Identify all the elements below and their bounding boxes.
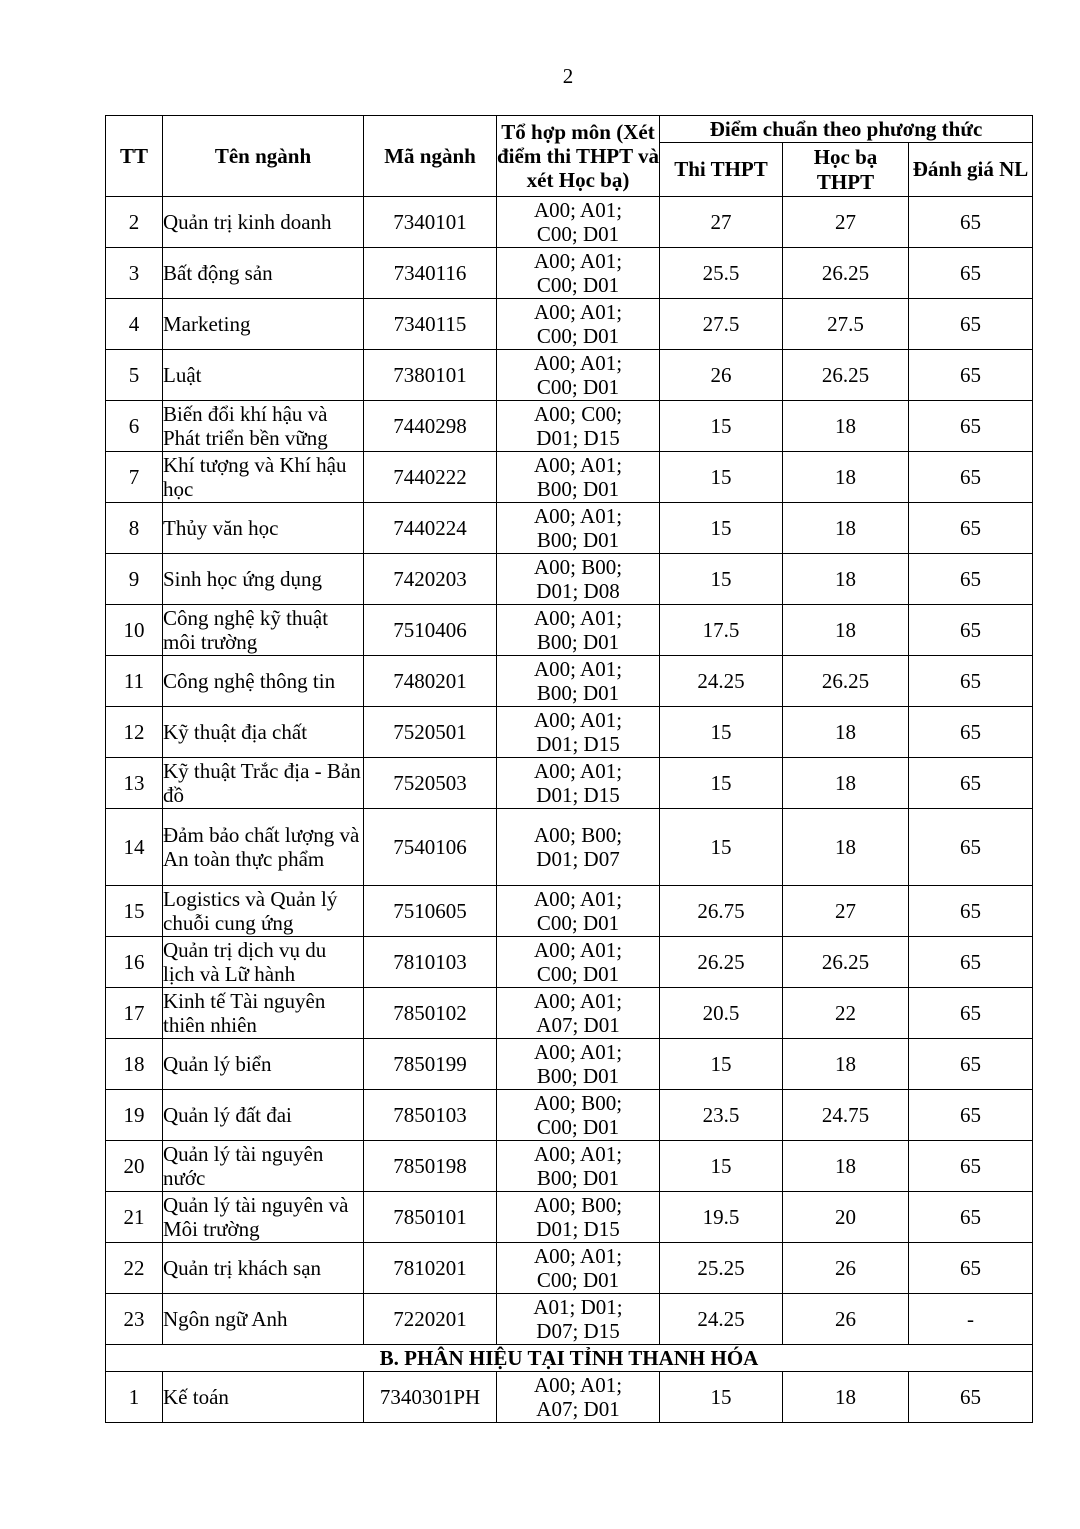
cell-danh-gia-nl: 65 [909,886,1033,937]
cell-thi-thpt: 23.5 [660,1090,783,1141]
cell-to-hop-mon [497,248,660,299]
cell-hoc-ba-thpt: 18 [783,1141,909,1192]
cell-to-hop-mon [497,1372,660,1423]
combo-line: A00; A01; [533,1244,623,1268]
combo-line: C00; D01 [536,273,620,297]
combo-line: A00; B00; [533,1193,623,1217]
cell-to-hop-mon [497,350,660,401]
header-ten-nganh: Tên ngành [163,116,364,197]
cell-hoc-ba-thpt: 27 [783,197,909,248]
cell-tt: 22 [106,1243,163,1294]
table-row [106,809,1033,886]
combo-line: B00; D01 [536,1166,620,1190]
cell-ten-nganh: Công nghệ kỹ thuật môi trường [163,605,364,656]
cell-ten-nganh: Ngôn ngữ Anh [163,1294,364,1345]
cell-thi-thpt: 15 [660,1372,783,1423]
combo-line: B00; D01 [536,1064,620,1088]
table-row [106,1243,1033,1294]
cell-ma-nganh: 7540106 [364,809,497,886]
combo-line: D01; D08 [536,579,620,603]
header-diem-chuan: Điểm chuẩn theo phương thức [660,116,1033,143]
combo-line: A00; A01; [533,759,623,783]
cell-hoc-ba-thpt: 18 [783,452,909,503]
combo-line: C00; D01 [536,1115,620,1139]
cell-thi-thpt: 15 [660,401,783,452]
cell-ten-nganh: Kinh tế Tài nguyên thiên nhiên [163,988,364,1039]
cell-ma-nganh: 7850102 [364,988,497,1039]
cell-to-hop-mon [497,503,660,554]
cell-ma-nganh: 7340301PH [364,1372,497,1423]
cell-tt: 15 [106,886,163,937]
cell-ten-nganh: Quản lý biển [163,1039,364,1090]
cell-to-hop-mon [497,886,660,937]
table-row [106,605,1033,656]
cell-danh-gia-nl: 65 [909,988,1033,1039]
cell-hoc-ba-thpt: 18 [783,401,909,452]
cell-ma-nganh: 7440298 [364,401,497,452]
cell-danh-gia-nl: 65 [909,1243,1033,1294]
combo-line: C00; D01 [536,962,620,986]
cell-hoc-ba-thpt: 18 [783,554,909,605]
cell-ma-nganh: 7850199 [364,1039,497,1090]
header-tt: TT [106,116,163,197]
cell-thi-thpt: 20.5 [660,988,783,1039]
cell-to-hop-mon [497,401,660,452]
cell-ma-nganh: 7440222 [364,452,497,503]
table-row [106,707,1033,758]
cell-ma-nganh: 7340116 [364,248,497,299]
cell-to-hop-mon [497,197,660,248]
cell-tt: 11 [106,656,163,707]
table-row [106,937,1033,988]
cell-to-hop-mon [497,937,660,988]
cell-thi-thpt: 15 [660,707,783,758]
cell-ten-nganh: Bất động sản [163,248,364,299]
cell-ten-nganh: Luật [163,350,364,401]
cell-tt: 17 [106,988,163,1039]
cell-to-hop-mon [497,1090,660,1141]
table-row [106,503,1033,554]
cell-hoc-ba-thpt: 27 [783,886,909,937]
combo-line: A00; A01; [533,1142,623,1166]
cell-ma-nganh: 7420203 [364,554,497,605]
combo-line: D01; D07 [536,847,620,871]
table-row [106,197,1033,248]
combo-line: A00; C00; [533,402,623,426]
cell-tt: 19 [106,1090,163,1141]
cell-tt: 2 [106,197,163,248]
table-row [106,299,1033,350]
cell-ma-nganh: 7850101 [364,1192,497,1243]
cell-ten-nganh: Sinh học ứng dụng [163,554,364,605]
combo-line: A00; A01; [533,657,623,681]
combo-line: A00; B00; [533,823,623,847]
cell-tt: 4 [106,299,163,350]
cell-ten-nganh: Quản lý tài nguyên và Môi trường [163,1192,364,1243]
cell-thi-thpt: 26.25 [660,937,783,988]
table-body-section-b [106,1345,1033,1423]
combo-line: C00; D01 [536,222,620,246]
combo-line: A00; A01; [533,708,623,732]
cell-tt: 3 [106,248,163,299]
cell-ten-nganh: Quản trị dịch vụ du lịch và Lữ hành [163,937,364,988]
cell-tt: 21 [106,1192,163,1243]
cell-danh-gia-nl: 65 [909,1039,1033,1090]
cell-to-hop-mon [497,554,660,605]
cell-ten-nganh: Quản lý đất đai [163,1090,364,1141]
cell-danh-gia-nl: 65 [909,350,1033,401]
cell-danh-gia-nl: 65 [909,452,1033,503]
table-row [106,1294,1033,1345]
combo-line: A00; A01; [533,300,623,324]
cell-hoc-ba-thpt: 27.5 [783,299,909,350]
cell-thi-thpt: 15 [660,758,783,809]
cell-hoc-ba-thpt: 22 [783,988,909,1039]
cell-danh-gia-nl: 65 [909,197,1033,248]
cell-tt: 18 [106,1039,163,1090]
cell-thi-thpt: 15 [660,809,783,886]
combo-line: B00; D01 [536,477,620,501]
table-row [106,401,1033,452]
cell-ten-nganh: Marketing [163,299,364,350]
cell-ten-nganh: Logistics và Quản lý chuỗi cung ứng [163,886,364,937]
table-row [106,452,1033,503]
combo-line: A00; A01; [533,453,623,477]
cell-to-hop-mon [497,758,660,809]
combo-line: A00; A01; [533,1040,623,1064]
cell-thi-thpt: 25.5 [660,248,783,299]
cell-danh-gia-nl: 65 [909,401,1033,452]
cell-ma-nganh: 7810103 [364,937,497,988]
combo-line: A00; A01; [533,249,623,273]
cell-thi-thpt: 26 [660,350,783,401]
header-to-hop-mon [497,116,660,197]
table-body-section-a [106,197,1033,1345]
combo-line: D01; D15 [536,732,620,756]
header-thi-thpt: Thi THPT [660,143,783,197]
combo-line: D01; D15 [536,426,620,450]
combo-line: C00; D01 [536,375,620,399]
combo-line: C00; D01 [536,1268,620,1292]
cell-thi-thpt: 25.25 [660,1243,783,1294]
cell-danh-gia-nl: 65 [909,248,1033,299]
table-row [106,1192,1033,1243]
cell-hoc-ba-thpt: 26 [783,1243,909,1294]
cell-thi-thpt: 19.5 [660,1192,783,1243]
table-row [106,886,1033,937]
cell-hoc-ba-thpt: 18 [783,503,909,554]
cell-tt: 23 [106,1294,163,1345]
cell-ten-nganh: Quản lý tài nguyên nước [163,1141,364,1192]
cell-tt: 8 [106,503,163,554]
cell-danh-gia-nl: 65 [909,1192,1033,1243]
header-hoc-ba-thpt: Học bạ THPT [783,143,909,197]
cell-to-hop-mon [497,299,660,350]
header-to-hop-mon-title: Tổ hợp môn [501,120,611,144]
combo-line: B00; D01 [536,630,620,654]
cell-danh-gia-nl: 65 [909,809,1033,886]
cell-tt: 1 [106,1372,163,1423]
cell-thi-thpt: 26.75 [660,886,783,937]
cell-ten-nganh: Kế toán [163,1372,364,1423]
cell-thi-thpt: 27.5 [660,299,783,350]
cell-to-hop-mon [497,1243,660,1294]
cell-ma-nganh: 7520503 [364,758,497,809]
cell-thi-thpt: 15 [660,503,783,554]
cell-thi-thpt: 15 [660,554,783,605]
cell-tt: 20 [106,1141,163,1192]
combo-line: A00; A01; [533,606,623,630]
cell-danh-gia-nl: 65 [909,1141,1033,1192]
cell-danh-gia-nl: 65 [909,707,1033,758]
cell-to-hop-mon [497,656,660,707]
cell-hoc-ba-thpt: 26.25 [783,656,909,707]
cell-tt: 6 [106,401,163,452]
combo-line: A00; B00; [533,1091,623,1115]
table-row [106,350,1033,401]
combo-line: B00; D01 [536,528,620,552]
cell-to-hop-mon [497,1141,660,1192]
cell-to-hop-mon [497,988,660,1039]
cell-danh-gia-nl: 65 [909,299,1033,350]
combo-line: A07; D01 [536,1397,620,1421]
cell-danh-gia-nl: 65 [909,758,1033,809]
cell-to-hop-mon [497,1039,660,1090]
cell-ma-nganh: 7340115 [364,299,497,350]
cell-thi-thpt: 27 [660,197,783,248]
cell-to-hop-mon [497,452,660,503]
cell-ten-nganh: Khí tượng và Khí hậu học [163,452,364,503]
cell-ten-nganh: Kỹ thuật Trắc địa - Bản đồ [163,758,364,809]
cell-hoc-ba-thpt: 18 [783,1039,909,1090]
combo-line: D01; D15 [536,1217,620,1241]
cell-ma-nganh: 7480201 [364,656,497,707]
combo-line: C00; D01 [536,911,620,935]
header-row-1 [106,116,1033,143]
table-row [106,656,1033,707]
table-row [106,758,1033,809]
cell-to-hop-mon [497,1294,660,1345]
table-row [106,1039,1033,1090]
cell-danh-gia-nl: 65 [909,937,1033,988]
cell-hoc-ba-thpt: 18 [783,758,909,809]
cell-ten-nganh: Quản trị kinh doanh [163,197,364,248]
combo-line: C00; D01 [536,324,620,348]
cell-to-hop-mon [497,707,660,758]
table-row [106,1090,1033,1141]
combo-line: A00; B00; [533,555,623,579]
cell-tt: 14 [106,809,163,886]
cell-ma-nganh: 7380101 [364,350,497,401]
table-row [106,248,1033,299]
cell-hoc-ba-thpt: 26 [783,1294,909,1345]
cell-to-hop-mon [497,809,660,886]
admission-scores-table [105,115,1033,1423]
section-b-title: B. PHÂN HIỆU TẠI TỈNH THANH HÓA [106,1345,1033,1372]
cell-ma-nganh: 7850103 [364,1090,497,1141]
cell-danh-gia-nl: 65 [909,1372,1033,1423]
table-row [106,554,1033,605]
cell-ma-nganh: 7220201 [364,1294,497,1345]
combo-line: D07; D15 [536,1319,620,1343]
combo-line: A00; A01; [533,989,623,1013]
cell-hoc-ba-thpt: 26.25 [783,248,909,299]
combo-line: A00; A01; [533,198,623,222]
cell-tt: 12 [106,707,163,758]
cell-danh-gia-nl: 65 [909,1090,1033,1141]
cell-ma-nganh: 7510605 [364,886,497,937]
cell-ten-nganh: Kỹ thuật địa chất [163,707,364,758]
cell-ten-nganh: Công nghệ thông tin [163,656,364,707]
cell-tt: 5 [106,350,163,401]
cell-hoc-ba-thpt: 18 [783,1372,909,1423]
combo-line: B00; D01 [536,681,620,705]
combo-line: A00; A01; [533,887,623,911]
cell-ten-nganh: Đảm bảo chất lượng và An toàn thực phẩm [163,809,364,886]
cell-thi-thpt: 15 [660,1039,783,1090]
header-to-hop-mon-note: (Xét điểm thi THPT và xét Học bạ) [497,120,660,192]
cell-danh-gia-nl: 65 [909,554,1033,605]
cell-tt: 10 [106,605,163,656]
cell-tt: 7 [106,452,163,503]
page-number: 2 [562,64,574,88]
header-ma-nganh: Mã ngành [364,116,497,197]
table-row [106,1141,1033,1192]
combo-line: A00; A01; [533,1373,623,1397]
cell-hoc-ba-thpt: 18 [783,707,909,758]
cell-ma-nganh: 7340101 [364,197,497,248]
table-row [106,988,1033,1039]
combo-line: D01; D15 [536,783,620,807]
cell-danh-gia-nl: 65 [909,503,1033,554]
combo-line: A00; A01; [533,351,623,375]
cell-tt: 13 [106,758,163,809]
cell-ma-nganh: 7510406 [364,605,497,656]
cell-ma-nganh: 7810201 [364,1243,497,1294]
cell-hoc-ba-thpt: 26.25 [783,937,909,988]
cell-ten-nganh: Thủy văn học [163,503,364,554]
cell-to-hop-mon [497,1192,660,1243]
cell-hoc-ba-thpt: 18 [783,809,909,886]
cell-danh-gia-nl: 65 [909,656,1033,707]
table-row [106,1372,1033,1423]
cell-hoc-ba-thpt: 20 [783,1192,909,1243]
cell-danh-gia-nl: - [909,1294,1033,1345]
combo-line: A01; D01; [533,1295,623,1319]
cell-hoc-ba-thpt: 24.75 [783,1090,909,1141]
cell-thi-thpt: 15 [660,452,783,503]
combo-line: A00; A01; [533,504,623,528]
cell-ma-nganh: 7440224 [364,503,497,554]
cell-to-hop-mon [497,605,660,656]
cell-ma-nganh: 7850198 [364,1141,497,1192]
cell-ten-nganh: Biến đổi khí hậu và Phát triển bền vững [163,401,364,452]
cell-ma-nganh: 7520501 [364,707,497,758]
combo-line: A07; D01 [536,1013,620,1037]
cell-danh-gia-nl: 65 [909,605,1033,656]
combo-line: A00; A01; [533,938,623,962]
section-b-row [106,1345,1033,1372]
cell-thi-thpt: 24.25 [660,1294,783,1345]
header-danh-gia-nl: Đánh giá NL [909,143,1033,197]
cell-hoc-ba-thpt: 18 [783,605,909,656]
cell-thi-thpt: 24.25 [660,656,783,707]
cell-hoc-ba-thpt: 26.25 [783,350,909,401]
cell-tt: 16 [106,937,163,988]
cell-thi-thpt: 15 [660,1141,783,1192]
cell-ten-nganh: Quản trị khách sạn [163,1243,364,1294]
cell-tt: 9 [106,554,163,605]
cell-thi-thpt: 17.5 [660,605,783,656]
